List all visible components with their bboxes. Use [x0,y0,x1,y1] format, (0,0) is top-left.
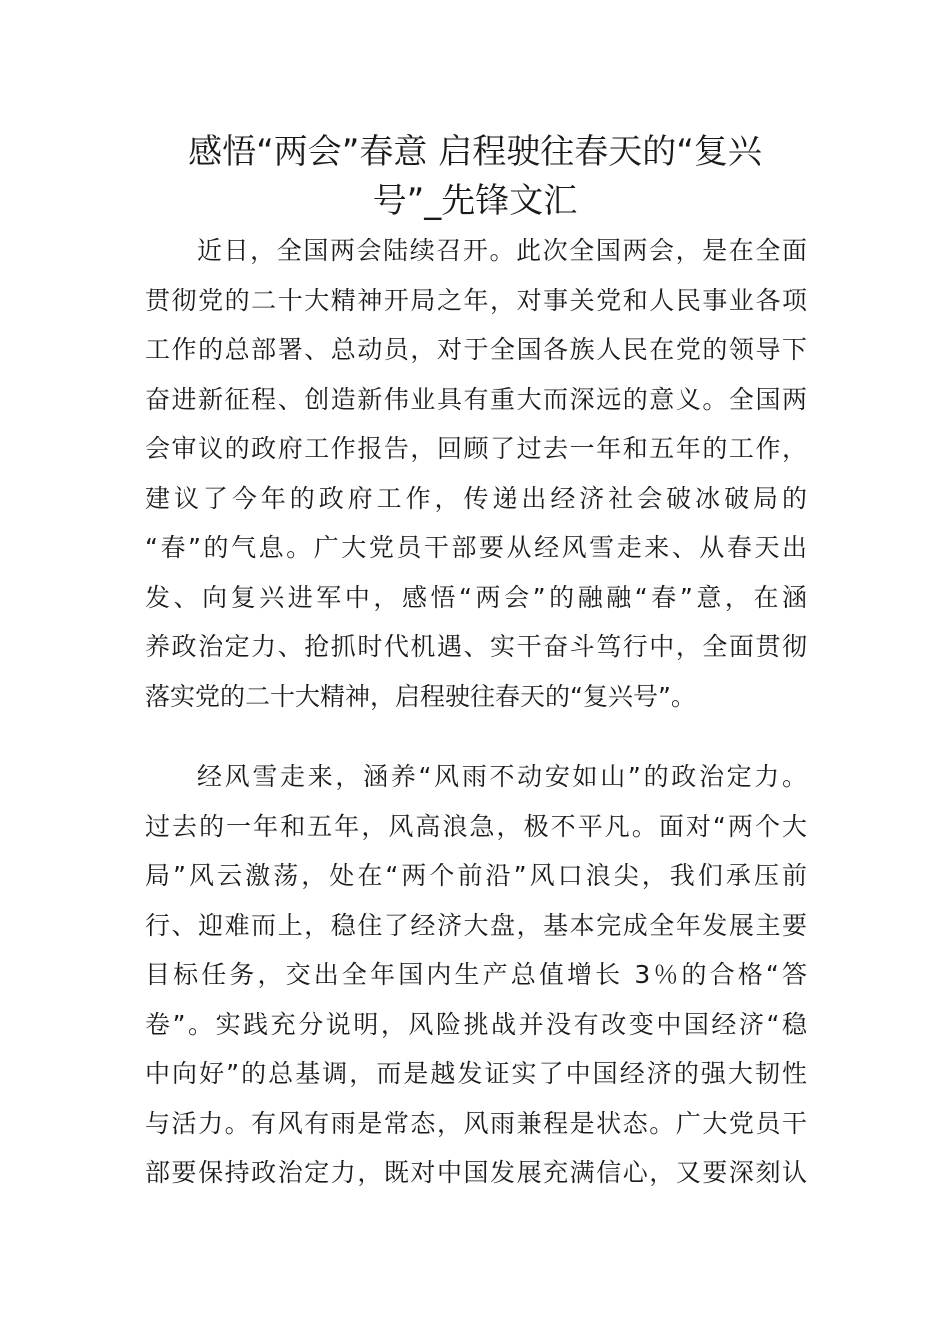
paragraph-line: 奋进新征程、创造新伟业具有重大而深远的意义。全国两 [145,384,807,414]
title-line-1: 感悟“两会”春意 启程驶往春天的“复兴 [188,132,762,172]
paragraph-line: 经风雪走来，涵养“风雨不动安如山”的政治定力。 [197,762,807,791]
paragraph-line: 过去的一年和五年，风高浪急，极不平凡。面对“两个大 [145,811,807,841]
paragraph-1 [145,226,807,721]
paragraph-line: 行、迎难而上，稳住了经济大盘，基本完成全年发展主要 [145,910,807,940]
paragraph-line: 局”风云激荡，处在“两个前沿”风口浪尖，我们承压前 [145,861,807,890]
paragraph-line: 部要保持政治定力，既对中国发展充满信心，又要深刻认 [145,1158,807,1187]
paragraph-line: 工作的总部署、总动员，对于全国各族人民在党的领导下 [145,335,807,364]
paragraph-line: 发、向复兴进军中，感悟“两会”的融融“春”意，在涵 [145,582,807,612]
paragraph-line: 养政治定力、抢抓时代机遇、实干奋斗笃行中，全面贯彻 [145,632,807,661]
paragraph-line: 中向好”的总基调，而是越发证实了中国经济的强大韧性 [145,1059,807,1088]
paragraph-line: 与活力。有风有雨是常态，风雨兼程是状态。广大党员干 [145,1108,807,1138]
paragraph-line: 卷”。实践充分说明，风险挑战并没有改变中国经济“稳 [145,1009,807,1039]
document-title [140,128,810,226]
paragraph-line: 近日，全国两会陆续召开。此次全国两会，是在全面 [197,236,807,265]
paragraph-2 [145,752,807,1198]
paragraph-line: 会审议的政府工作报告，回顾了过去一年和五年的工作， [145,434,807,463]
paragraph-line: “春”的气息。广大党员干部要从经风雪走来、从春天出 [145,533,807,562]
paragraph-line: 落实党的二十大精神，启程驶往春天的“复兴号”。 [145,681,696,711]
paragraph-line: 建议了今年的政府工作，传递出经济社会破冰破局的 [145,483,807,513]
paragraph-line: 贯彻党的二十大精神开局之年，对事关党和人民事业各项 [145,285,807,315]
paragraph-line: 目标任务，交出全年国内生产总值增长 3％的合格“答 [145,960,807,989]
title-line-2: 号”_先锋文汇 [372,181,578,221]
